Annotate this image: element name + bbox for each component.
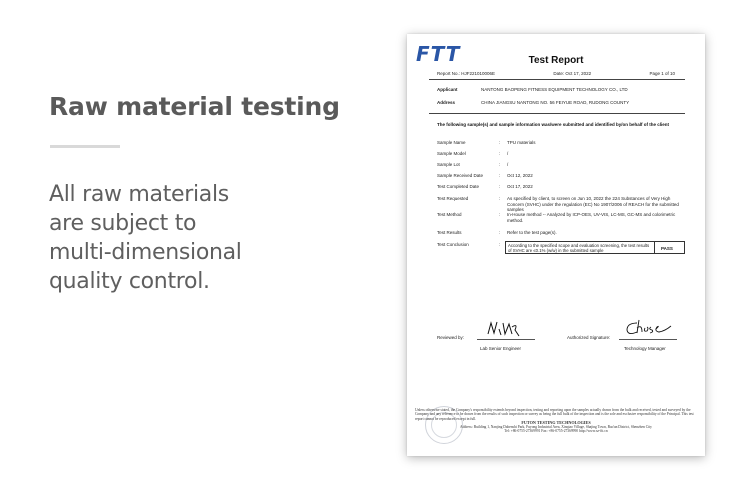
applicant-value: NANTONG BAOPENG FITNESS EQUIPMENT TECHNOLOGY CO., LTD	[481, 87, 628, 92]
footer-contact: Tel: +86-0755-27369991 Fax: +86-0755-27369990 http://www.sz-ftt.cn	[504, 429, 608, 434]
info-key: Sample Model	[437, 151, 466, 156]
report-page: Page 1 of 10	[649, 71, 675, 76]
address-row	[437, 100, 629, 105]
description-line: multi-dimensional	[49, 240, 242, 265]
applicant-row	[437, 87, 628, 92]
info-value: Oct 17, 2022	[507, 184, 533, 189]
intro-text: The following sample(s) and sample information was/were submitted and identified by/on behalf of the client	[437, 122, 670, 127]
conclusion-divider	[654, 242, 655, 254]
feature-heading: Raw material testing	[49, 92, 340, 121]
info-key: Sample Lot	[437, 162, 460, 167]
info-value: Oct 12, 2022	[507, 173, 533, 178]
footer-disclaimer: Unless otherwise stated, the Company's responsibility extends beyond inspection, testing and reporting upon the samples actually drawn from the bulk and received, tested and surveyed by the Company and any reference to be drawn from the results of such inspection or survey as being the full bulk of the inspection and is the sole and exclusive responsibility of the Principal. This test report cannot be reproduced except in full.	[415, 408, 694, 421]
divider-line	[429, 113, 685, 114]
heading-divider	[50, 145, 120, 148]
authorized-signature-label: Authorized Signature:	[567, 335, 611, 340]
footer-brand: FUTON TESTING TECHNOLOGIES	[521, 419, 591, 425]
feature-panel	[49, 0, 359, 482]
authorizer-title: Technology Manager	[624, 346, 666, 351]
reviewer-signature	[485, 319, 521, 339]
authorizer-signature	[623, 317, 675, 339]
report-footer	[415, 408, 697, 434]
footer-address: Address: Building 1, Nanjing Dabenshi Park, Fuyong Industrial Area, Xinqiao Village, Shajing Town, Bao'an District, Shenzhen City	[460, 425, 652, 430]
test-report-document: FTT Test Report Report No.: HJF221010006E Date: Oct 17, 2022 Page 1 of 10 Applicant NANTONG BAOPENG FITNESS EQUIPMENT TECHNOLOGY CO., LTD Address CHINA JIANGSU NANTONG NO. 56 FEIYUE ROAD, RUDONG COUNTY The following sample(s) and sample information was/were submitted and identified by/on behalf of the client Sample Name : TPU materials Sample Model : / Sample Lot : / Sample Received Date : Oct 12, 2022 Test Completed Date : Oct 17, 2022 Test Requested : As specified by client, to screen on Jun 10, 2022 the 224 Substances of Very High Concern (SVHC) under the regulation (EC) No 1907/2006 of REACH for the submitted samples Test Method : In-House method -- Analyzed by ICP-OES, UV-VIS, LC-MS, GC-MS and colorimetric method. Test Results : Refer to the test page(s). Test Conclusion : According to the specified scope and evaluation screening, the test results of SVHC are ≤0.1% (w/w) in the submitted sample PASS Reviewed by: Lab Senior Engineer Authorized Signature: Technology Manager Unless otherwise stated, the Company's responsibility extends beyond inspection, testing and reporting upon the samples actually drawn from the bulk and received, tested and surveyed by the Company and any reference to be drawn from the results of such inspection or survey as being the full bulk of the inspection and is the sole and exclusive responsibility of the Principal. This test report cannot be reproduced except in full. FUTON TESTING TECHNOLOGIES Address: Building 1, Nanjing Dabenshi Park, Fuyong Industrial Area, Xinqiao Village, Shajing Town, Bao'an District, Shenzhen City Tel: +86-0755-27369991 Fax: +86-0755-27369990 http://www.sz-ftt.cn	[407, 34, 705, 456]
conclusion-result: PASS	[661, 245, 673, 251]
address-label: Address	[437, 100, 456, 105]
info-value: In-House method -- Analyzed by ICP-OES, UV-VIS, LC-MS, GC-MS and colorimetric method.	[507, 212, 676, 223]
address-value: CHINA JIANGSU NANTONG NO. 56 FEIYUE ROAD, RUDONG COUNTY	[481, 100, 630, 105]
report-title: Test Report	[528, 55, 584, 66]
info-value: TPU materials	[507, 140, 536, 145]
reviewed-by-label: Reviewed by:	[437, 335, 465, 340]
divider-line	[429, 79, 685, 80]
conclusion-text: According to the specified scope and evaluation screening, the test results of SVHC are ≤0.1% (w/w) in the submitted sample	[508, 243, 650, 254]
report-number: Report No.: HJF221010006E	[437, 71, 496, 76]
signature-line	[477, 339, 535, 340]
info-key: Test Requested	[437, 196, 469, 201]
info-value: /	[507, 162, 509, 167]
conclusion-box	[505, 241, 685, 254]
report-date: Date: Oct 17, 2022	[553, 71, 592, 76]
info-value: /	[507, 151, 509, 156]
description-line: are subject to	[49, 211, 197, 236]
signature-line	[619, 339, 677, 340]
feature-description	[49, 180, 309, 296]
info-key: Test Completed Date	[437, 184, 480, 189]
report-meta	[437, 71, 675, 76]
info-value: As specified by client, to screen on Jun 10, 2022 the 224 Substances of Very High Concern (SVHC) under the regulation (EC) No 1907/2006 of REACH for the submitted samples	[507, 196, 679, 212]
info-key: Test Method	[437, 212, 462, 217]
info-key: Sample Name	[437, 140, 466, 145]
applicant-label: Applicant	[437, 87, 458, 92]
description-line: quality control.	[49, 269, 210, 294]
ftt-logo: FTT	[416, 42, 461, 66]
info-key: Test Results	[437, 230, 462, 235]
info-key: Test Conclusion	[437, 242, 469, 247]
description-line: All raw materials	[49, 182, 229, 207]
info-key: Sample Received Date	[437, 173, 484, 178]
info-value: Refer to the test page(s).	[507, 230, 557, 235]
reviewer-title: Lab Senior Engineer	[480, 346, 522, 351]
